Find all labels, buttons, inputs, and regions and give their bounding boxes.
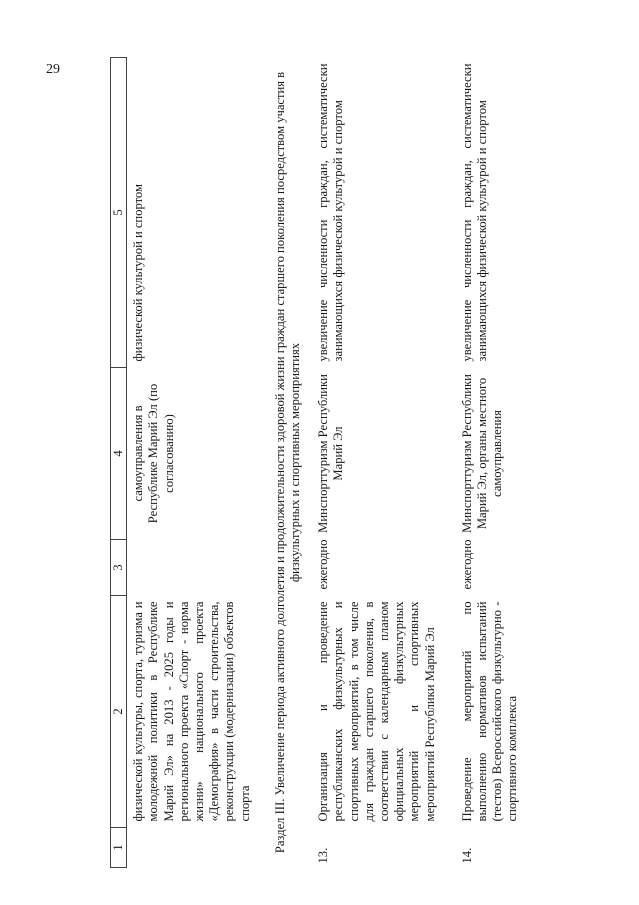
row-deadline: ежегодно xyxy=(316,539,331,590)
row-result: увеличение численности граждан, систематически занимающихся физической культурой и спортом xyxy=(316,63,346,362)
row-number: 13. xyxy=(316,847,331,864)
header-col-4: 4 xyxy=(111,368,127,540)
header-col-2: 2 xyxy=(111,596,127,828)
header-col-5: 5 xyxy=(111,58,127,368)
row-number: 14. xyxy=(459,847,474,864)
page-number: 29 xyxy=(46,62,60,77)
table-row xyxy=(315,58,439,868)
row-description: Проведение мероприятий по выполнению нормативов испытаний (тестов) Всероссийского физкультурно - спортивного комплекса xyxy=(459,601,520,822)
table-row-continuation xyxy=(127,58,261,868)
section-3-heading: Раздел III. Увеличение периода активного долголетия и продолжительности здоровой жизни граждан старшего поколения посредством участия в физкультурных и спортивных мероприятиях xyxy=(272,71,303,854)
row-responsible: Минспорттуризм Республики Марий Эл, органы местного самоуправления xyxy=(459,374,505,533)
continuation-result: физической культурой и спортом xyxy=(131,184,146,362)
measures-table xyxy=(110,57,522,868)
row-description: Организация и проведение республиканских физкультурных и спортивных мероприятий, в том числе для граждан старшего поколения, в соответствии с календарным планом официальных физкультурных мероприятий и спортивных мероприятий Республики Марий Эл xyxy=(316,601,437,822)
table-row xyxy=(459,58,522,868)
row-responsible: Минспорттуризм Республики Марий Эл xyxy=(316,374,346,533)
row-deadline: ежегодно xyxy=(459,539,474,590)
rotated-page-content xyxy=(110,58,610,868)
continuation-responsible: самоуправления в Республике Марий Эл (по согласованию) xyxy=(131,383,176,524)
section-heading-row xyxy=(261,58,315,868)
continuation-description: физической культуры, спорта, туризма и молодежной политики в Республике Марий Эл» на 2013 - 2025 годы и регионального проекта «Спорт - норма жизни» национального проекта «Демография» в части строительства, реконструкции (модернизации) объектов спорта xyxy=(131,601,252,822)
header-col-3: 3 xyxy=(111,540,127,596)
table-header-row xyxy=(111,58,127,868)
header-col-1: 1 xyxy=(111,828,127,868)
row-result: увеличение численности граждан, систематически занимающихся физической культурой и спортом xyxy=(459,63,490,362)
